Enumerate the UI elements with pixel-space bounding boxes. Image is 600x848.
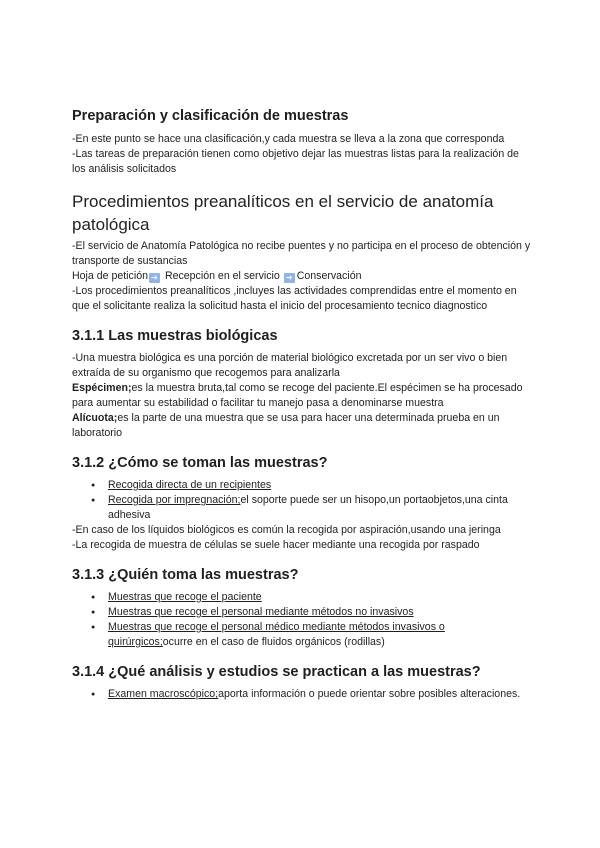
paragraph: -La recogida de muestra de células se suele hacer mediante una recogida por raspado [72,539,480,551]
underlined-text: Recogida por impregnación; [108,494,241,506]
heading-3-1-4: 3.1.4 ¿Qué análisis y estudios se practican a las muestras? [72,664,481,680]
heading-3-1-2: 3.1.2 ¿Cómo se toman las muestras? [72,455,328,471]
definition-alicuota [72,411,532,441]
term-especimen: Espécimen; [72,382,132,394]
paragraph: -En caso de los líquidos biológicos es común la recogida por aspiración,usando una jeringa [72,524,501,536]
paragraph: -En este punto se hace una clasificación,y cada muestra se lleva a la zona que corresponda [72,133,505,145]
underlined-text: Recogida directa de un recipientes [108,479,272,491]
definition-text: es la parte de una muestra que se usa para hacer una determinada prueba en un laboratorio [72,412,500,439]
list-item [108,590,532,605]
flow-step-1: Hoja de petición [72,270,148,282]
flow-step-3: Conservación [296,270,362,282]
list-item: ● Recogida por impregnación;el soporte puede ser un hisopo,un portaobjetos,una cinta adhesiva [108,493,532,523]
heading-procedimientos: Procedimientos preanalíticos en el servicio de anatomía patológica [72,192,494,234]
flow-step-2: Recepción en el servicio [164,270,280,282]
bullet-list [72,687,532,702]
heading-3-1-3: 3.1.3 ¿Quién toma las muestras? [72,567,299,583]
list-item: ● Muestras que recoge el personal médico mediante métodos invasivos o quirúrgicos;ocurre en el caso de fluidos orgánicos (rodillas) [108,620,532,650]
heading-preparacion: Preparación y clasificación de muestras [72,108,349,124]
document-body [72,108,532,702]
paragraph: -Los procedimientos preanalíticos ,incluyes las actividades comprendidas entre el momento en que el solicitante realiza la solicitud hasta el inicio del procesamiento tecnico diagnostico [72,285,517,312]
paragraph: -Una muestra biológica es una porción de material biológico excretada por un ser vivo o bien extraída de su organismo que recogemos para analizarla [72,352,508,379]
list-item: ● Examen macroscópico;aporta información o puede orientar sobre posibles alteraciones. [108,687,532,702]
bullet-list [72,478,532,523]
paragraph: -El servicio de Anatomía Patológica no recibe puentes y no participa en el proceso de obtención y transporte de sustancias [72,240,531,267]
underlined-text: Muestras que recoge el paciente [108,591,262,603]
arrow-right-icon: ➔ [284,273,295,283]
term-alicuota: Alícuota; [72,412,118,424]
underlined-text: Muestras que recoge el personal médico mediante métodos invasivos o quirúrgicos; [108,621,445,648]
definition-especimen [72,381,532,411]
heading-3-1-1: 3.1.1 Las muestras biológicas [72,328,278,344]
underlined-text: Examen macroscópico; [108,688,219,700]
underlined-text: Muestras que recoge el personal mediante métodos no invasivos [108,606,414,618]
bullet-list [72,590,532,650]
definition-text: es la muestra bruta,tal como se recoge del paciente.El espécimen se ha procesado para aumentar su estabilidad o facilitar tu manejo pasa a denominarse muestra [72,382,523,409]
list-item [108,478,532,493]
paragraph: -Las tareas de preparación tienen como objetivo dejar las muestras listas para la realización de los análisis solicitados [72,148,519,175]
list-item [108,605,532,620]
arrow-right-icon: ➔ [149,273,160,283]
flow-line [72,269,532,284]
